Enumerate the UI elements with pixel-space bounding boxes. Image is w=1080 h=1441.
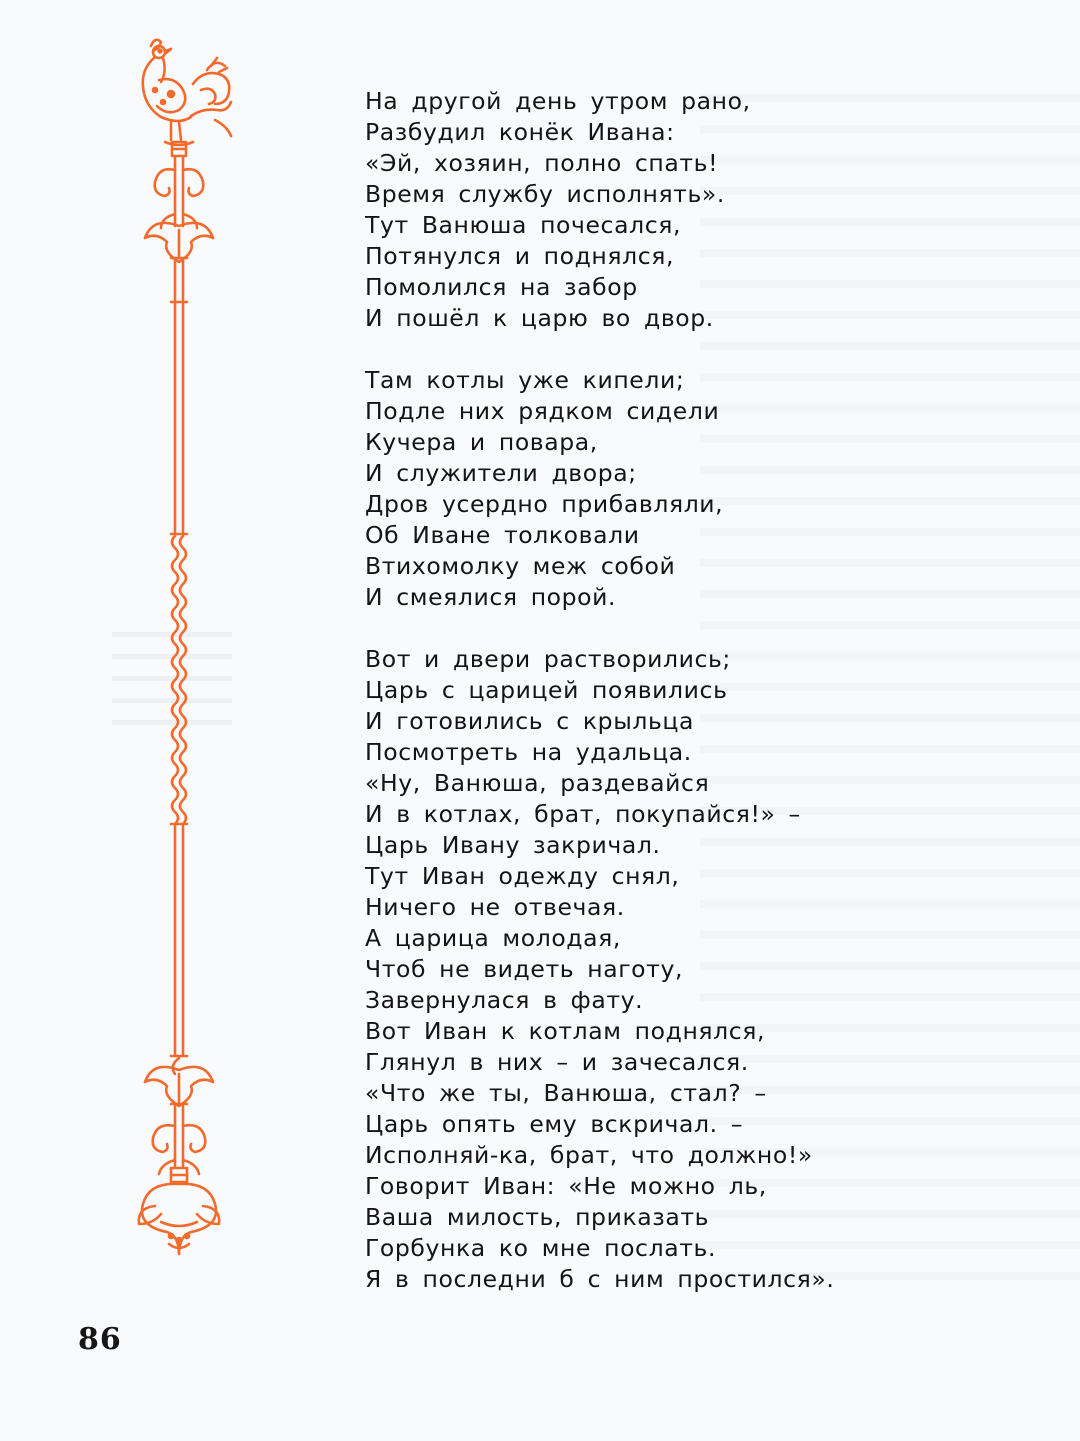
poem-line: И смеялися порой. — [365, 583, 617, 611]
poem-line: На другой день утром рано, — [365, 87, 751, 115]
poem-line: Глянул в них – и зачесался. — [365, 1048, 749, 1076]
poem-line: Царь Ивану закричал. — [365, 831, 661, 859]
stanza — [365, 365, 834, 613]
upper-finial — [145, 142, 213, 302]
poem-line: Тут Иван одежду снял, — [365, 862, 680, 890]
poem-line: И готовились с крыльца — [365, 707, 695, 735]
poem-text — [365, 86, 834, 1326]
lower-finial — [139, 1056, 219, 1254]
poem-line: Там котлы уже кипели; — [365, 366, 685, 394]
poem-line: Потянулся и поднялся, — [365, 242, 675, 270]
poem-line: Посмотреть на удальца. — [365, 738, 692, 766]
poem-line: Горбунка ко мне послать. — [365, 1234, 717, 1262]
poem-line: Вот и двери растворились; — [365, 645, 731, 673]
poem-line: Говорит Иван: «Не можно ль, — [365, 1172, 767, 1200]
poem-line: Время службу исполнять». — [365, 180, 725, 208]
stanza — [365, 86, 834, 334]
poem-line: Тут Ванюша почесался, — [365, 211, 682, 239]
poem-line: Завернулася в фату. — [365, 986, 644, 1014]
poem-line: И в котлах, брат, покупайся!» – — [365, 800, 801, 828]
poem-line: И пошёл к царю во двор. — [365, 304, 714, 332]
poem-line: Чтоб не видеть наготу, — [365, 955, 684, 983]
poem-line: Подле них рядком сидели — [365, 397, 720, 425]
poem-line: А царица молодая, — [365, 924, 621, 952]
poem-line: И служители двора; — [365, 459, 637, 487]
poem-line: Разбудил конёк Ивана: — [365, 118, 675, 146]
poem-line: Кучера и повара, — [365, 428, 598, 456]
poem-line: «Ну, Ванюша, раздевайся — [365, 769, 710, 797]
page-number: 86 — [78, 1322, 122, 1357]
poem-line: Дров усердно прибавляли, — [365, 490, 724, 518]
poem-line: Ничего не отвечая. — [365, 893, 625, 921]
poem-line: Вот Иван к котлам поднялся, — [365, 1017, 766, 1045]
bird-icon — [143, 40, 231, 145]
poem-line: Царь опять ему вскричал. – — [365, 1110, 744, 1138]
poem-line: «Что же ты, Ванюша, стал? – — [365, 1079, 767, 1107]
stem-shaft — [171, 302, 187, 1056]
poem-line: Ваша милость, приказать — [365, 1203, 710, 1231]
ornament-icon — [115, 30, 255, 1320]
poem-line: Помолился на забор — [365, 273, 638, 301]
stanza — [365, 644, 834, 1295]
poem-line: Я в последни б с ним простился». — [365, 1265, 835, 1293]
poem-line: Об Иване толковали — [365, 521, 640, 549]
poem-line: «Эй, хозяин, полно спать! — [365, 149, 719, 177]
poem-line: Втихомолку меж собой — [365, 552, 676, 580]
poem-line: Исполняй-ка, брат, что должно!» — [365, 1141, 813, 1169]
poem-line: Царь с царицей появились — [365, 676, 728, 704]
